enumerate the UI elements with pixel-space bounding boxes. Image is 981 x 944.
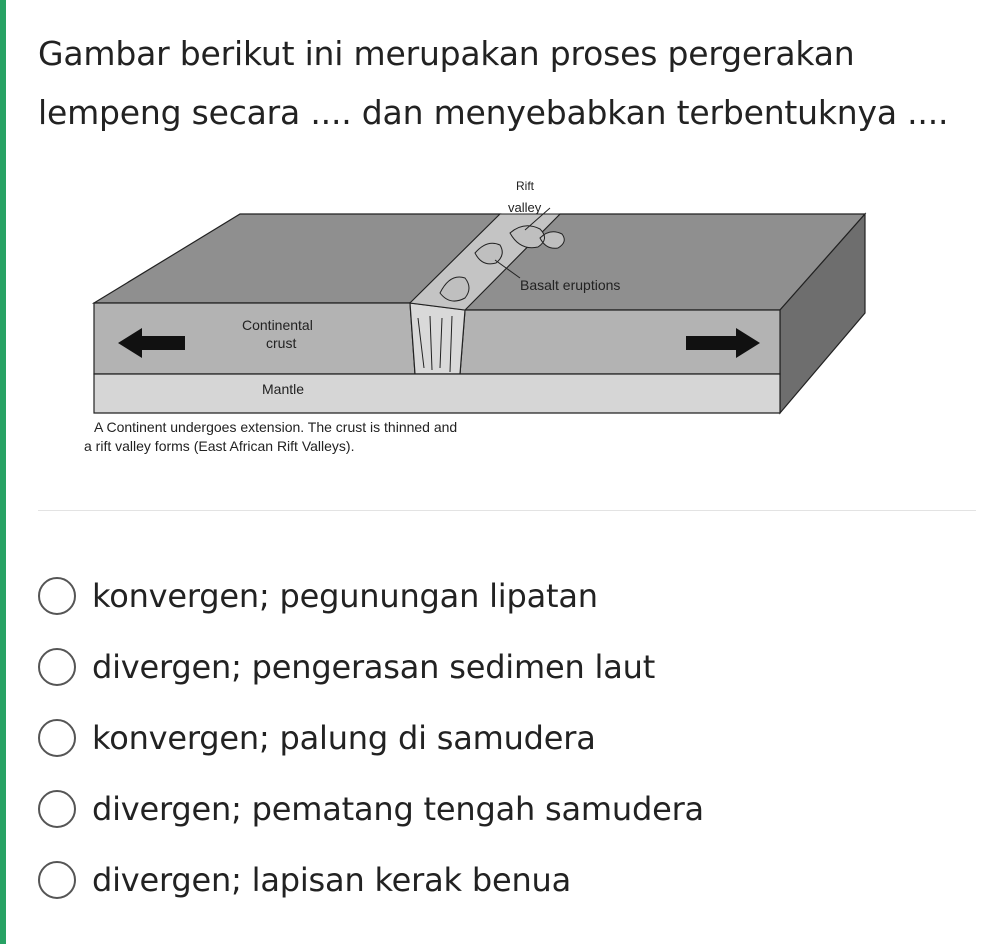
option-5[interactable] [38,844,968,915]
question-line-2: lempeng secara .... dan menyebabkan terbentuknya .... [38,93,949,132]
mantle-label: Mantle [262,381,305,397]
caption-line-1: A Continent undergoes extension. The crust is thinned and [94,419,458,435]
continental-label-line-1: Continental [242,317,313,333]
radio-button-icon[interactable] [38,648,76,686]
rift-label-line-2: valley [508,200,542,215]
option-2-label: divergen; pengerasan sedimen laut [92,647,656,686]
radio-button-icon[interactable] [38,719,76,757]
rift-label-line-1: Rift [516,179,534,193]
continental-label-line-2: crust [266,335,297,351]
left-accent-bar [0,0,6,944]
answer-options [38,560,968,915]
radio-button-icon[interactable] [38,577,76,615]
radio-button-icon[interactable] [38,790,76,828]
question-line-1: Gambar berikut ini merupakan proses pergerakan [38,34,855,73]
question-text [38,24,968,142]
option-5-label: divergen; lapisan kerak benua [92,860,572,899]
rift-valley-diagram [80,168,880,468]
option-1-label: konvergen; pegunungan lipatan [92,576,598,615]
basalt-label: Basalt eruptions [520,277,621,293]
mantle-layer [94,374,780,413]
option-4[interactable] [38,773,968,844]
divider [38,510,976,511]
rift-valley-floor [410,303,465,374]
option-3[interactable] [38,702,968,773]
caption-line-2: a rift valley forms (East African Rift Valleys). [84,438,355,454]
radio-button-icon[interactable] [38,861,76,899]
option-2[interactable] [38,631,968,702]
option-4-label: divergen; pematang tengah samudera [92,789,704,828]
option-3-label: konvergen; palung di samudera [92,718,596,757]
option-1[interactable] [38,560,968,631]
